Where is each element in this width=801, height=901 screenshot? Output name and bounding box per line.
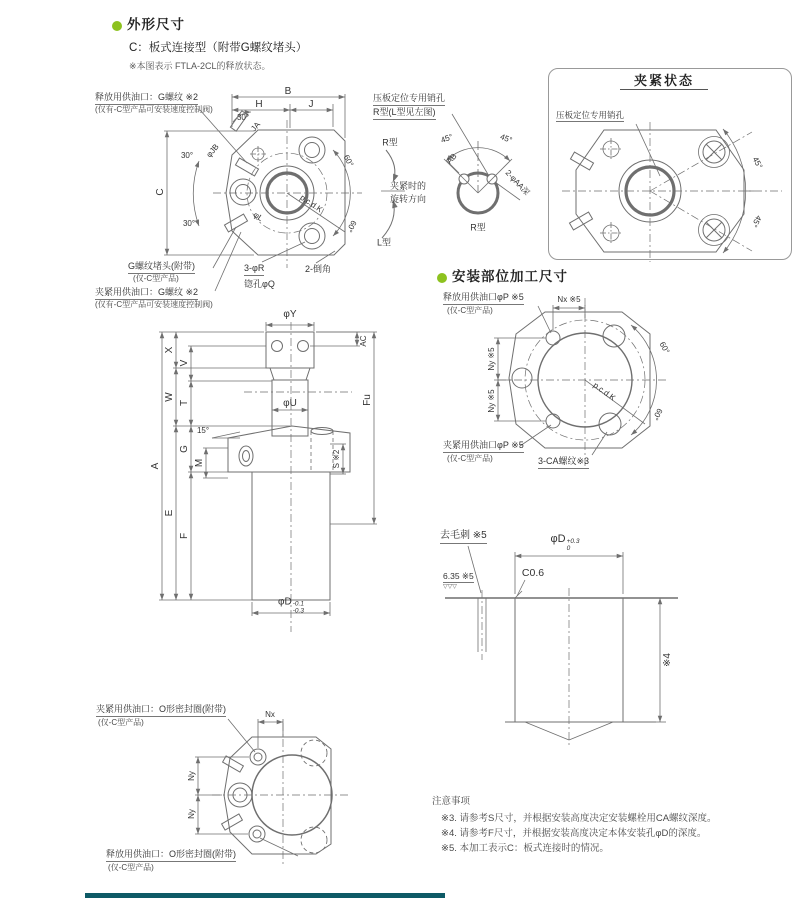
dim-g: G [179,445,190,453]
clamped-state-title: 夹紧状态 [620,74,708,90]
pin-detail-angle-left: 45° [439,132,455,145]
bottom-release-port-leader: 释放用供油口：O形密封圈(附带) [106,849,236,862]
bottom-clamp-port-note: (仅-C型产品) [98,718,144,727]
bottom-dim-ny2: Ny [187,809,196,819]
tolerance-upper: +0.3 [566,538,580,545]
page-footer-rule [85,893,445,898]
bottom-clamp-port-leader: 夹紧用供油口：O形密封圈(附带) [96,704,226,717]
mounting-clamp-port-leader: 夹紧用供油口φP ※5 [443,440,524,453]
angle-60-upper: 60° [341,153,356,169]
bore-chamfer-label: C0.6 [521,566,545,579]
subtitle-connection-type: C：板式连接型（附带G螺纹堵头） [129,42,308,54]
clamp-port-boss [224,214,247,232]
dim-b: B [284,86,292,97]
front-clamp-port-note: (仅有-C型产品可安装速度控制阀) [95,300,213,309]
angle-60-lower: 60° [344,218,359,234]
bore-dimension-lines [468,546,666,722]
dim-phi-u: φU [283,398,297,409]
dim-ac: AC [359,335,368,347]
note-item-3: ※3. 请参考S尺寸，并根据安装高度决定安装螺栓用CA螺纹深度。 [441,813,717,824]
bottom-dimension-lines [195,719,298,856]
locating-pin-hole [250,146,266,162]
pin-detail-angle-right: 45° [498,132,514,145]
release-port-boss [235,158,258,176]
bottom-dim-nx: Nx [265,710,275,719]
front-plug-leader: G螺纹堵头(附带) [128,261,195,274]
dim-e: E [164,509,175,517]
dim-phi-d-body-base: φD [278,596,292,608]
mounting-dim-ny1: Ny ※5 [487,347,496,371]
dim-phi-d-body [278,598,304,615]
pin-detail-caption: R型 [470,222,486,233]
dim-w: W [164,392,175,402]
bolt-hole-left [230,179,256,205]
note-item-4: ※4. 请参考F尺寸，并根据安装高度决定本体安装孔φD的深度。 [441,828,707,839]
angle-15: 15° [196,426,210,435]
bottom-view-drawing [195,719,348,867]
front-view-drawing [164,94,405,291]
side-dimension-lines [159,322,377,616]
bottom-port-boss-lower [222,814,243,830]
angle-30-left-lower: 30° [182,219,196,228]
dim-t: T [179,399,190,407]
roughness-symbol: ▽▽▽ [443,584,457,590]
mounting-angle-60-lower: 60° [650,406,665,422]
dim-m: M [194,458,205,468]
label-l-type: L型 [376,237,392,248]
bottom-port-boss-upper [223,756,244,772]
tolerance-lower: -0.3 [292,607,304,614]
angle-30-top: 30° [236,113,250,122]
section-bullet-outline [112,21,122,31]
bore-roughness-value: 6.35 ※5 [443,571,474,583]
rotation-note-line1: 夹紧时的 [390,181,427,191]
bolt-hole-top-right [299,137,325,163]
tolerance-lower: 0 [566,544,571,552]
mounting-dim-ny2: Ny ※5 [487,389,496,413]
mounting-clamp-port-note: (仅-C型产品) [447,454,493,463]
dim-h: H [255,99,263,110]
dim-jb: φJB [204,142,221,160]
rotation-note-line2: 旋转方向 [390,194,427,204]
dim-s: S ※2 [332,449,341,469]
figure-note: ※本图表示 FTLA-2CL的释放状态。 [129,61,271,71]
pin-detail-leader-line1: 压板定位专用销孔 [373,93,445,106]
bolt-hole-bottom-right [299,223,325,249]
pin-detail-drawing [444,114,520,213]
mounting-dim-pcd: p.c.d.K [591,380,618,403]
dim-phi-d-body-tolerance [293,602,304,615]
pin-detail-dim-aa: 2-φAA深 [503,168,532,198]
dim-phi-d-hole-base: φD [550,533,566,545]
dim-pcd-front: p.c.d.K [298,192,325,215]
bore-deburr-leader: 去毛刺 ※5 [440,530,487,544]
dim-phi-y: φY [283,309,297,320]
dim-f: F [179,532,190,540]
clamp-box-pin-hole-leader: 压板定位专用销孔 [556,110,624,122]
clamp-box-angle-upper: 45° [750,155,765,171]
note-item-5: ※5. 本加工表示C：板式连接时的情况。 [441,843,609,854]
notes-title: 注意事项 [432,796,471,807]
pin-detail-leader-line2: R型(L型见左图) [373,107,436,120]
dim-c: C [155,188,166,196]
front-release-port-note: (仅有-C型产品可安装速度控制阀) [95,105,213,114]
bottom-release-port-note: (仅-C型产品) [108,863,154,872]
dim-phi-d-hole-tolerance [567,539,580,552]
mounting-angle-60-upper: 60° [657,340,672,356]
section-bullet-mounting [437,273,447,283]
label-r-type: R型 [382,137,398,148]
front-plug-note: (仅-C型产品) [133,274,179,283]
dim-ja: JA [249,120,263,134]
front-bolt-hole-leader: 3-φR [244,263,264,276]
front-release-port-leader: 释放用供油口：G螺纹 ※2 [95,92,198,105]
mounting-thread-leader: 3-CA螺纹※3 [538,456,589,469]
mounting-release-port-leader: 释放用供油口φP ※5 [443,292,524,305]
section-title-mounting: 安装部位加工尺寸 [452,269,568,284]
angle-30-left-upper: 30° [180,151,194,160]
mounting-release-port-note: (仅-C型产品) [447,306,493,315]
dim-x: X [164,346,175,354]
dim-v: V [179,359,190,367]
bottom-dim-ny1: Ny [187,771,196,781]
clamp-box-angle-lower: 45° [749,213,764,229]
dim-a: A [150,462,161,470]
clamp-port-hole [546,414,560,428]
dim-fu: Fu [362,394,373,406]
dim-phi-l: φL [251,210,265,224]
side-view-drawing [159,322,377,632]
dim-phi-d-hole [551,534,580,552]
tolerance-upper: -0.1 [292,600,304,608]
front-chamfer-label: 2-倒角 [305,264,332,274]
bore-depth-ref: ※4 [662,653,673,667]
dim-j: J [308,99,314,110]
release-port-hole [546,331,560,345]
section-title-outline: 外形尺寸 [127,17,185,32]
ca-thread-hole-left [512,368,532,388]
front-clamp-port-leader: 夹紧用供油口：G螺纹 ※2 [95,287,198,300]
clevis-pin-hole-left [272,341,283,352]
clevis-pin-hole-right [298,341,309,352]
pin-detail-dim-ab: AB [444,151,459,166]
bore-section-drawing [445,546,678,748]
mounting-dim-nx: Nx ※5 [557,295,581,304]
front-counterbore-label: 锪孔φQ [244,279,275,289]
